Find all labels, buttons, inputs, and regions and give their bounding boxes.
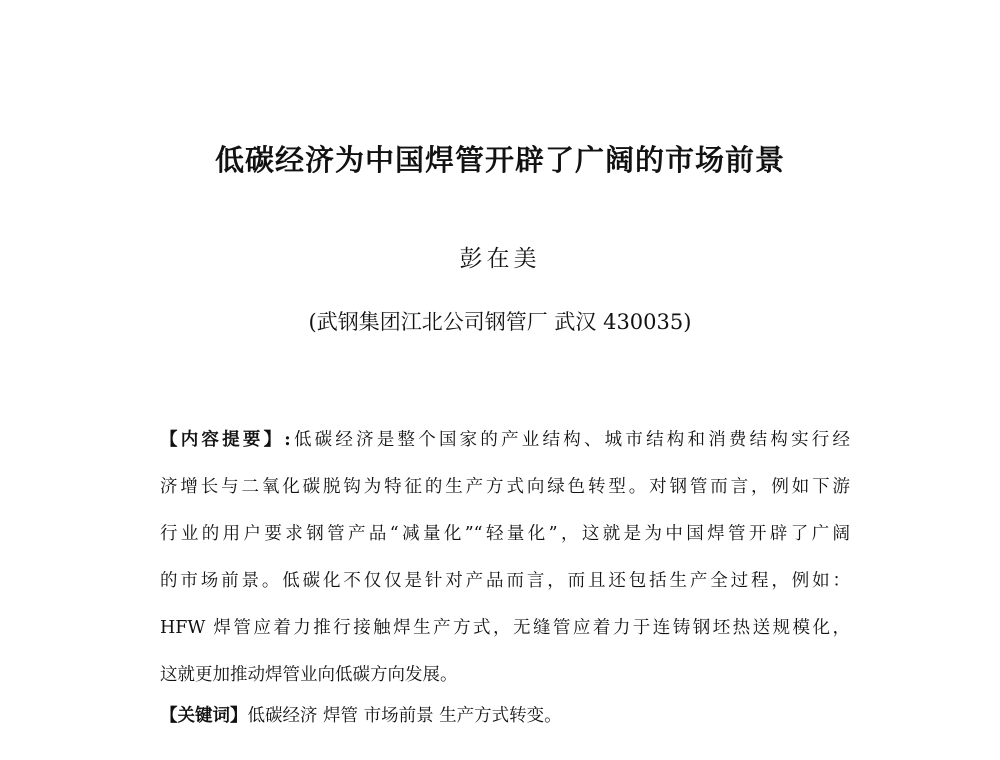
author-affiliation: (武钢集团江北公司钢管厂 武汉 430035) [308,310,692,334]
keywords [160,702,850,727]
keywords-label: 【关键词】 [160,706,248,726]
abstract-line: HFW 焊管应着力推行接触焊生产方式，无缝管应着力于连铸钢坯热送规模化， [160,618,850,638]
page-title: 低碳经济为中国焊管开辟了广阔的市场前景 [214,143,785,177]
abstract-line: 这就更加推动焊管业向低碳方向发展。 [160,665,458,685]
abstract-line [160,417,850,464]
abstract-text: 低碳经济是整个国家的产业结构、城市结构和消费结构实行经 [290,430,851,450]
abstract-line: 的市场前景。低碳化不仅仅是针对产品而言，而且还包括生产全过程，例如： [160,571,850,591]
abstract [160,417,850,699]
keywords-text: 低碳经济 焊管 市场前景 生产方式转变。 [247,706,562,726]
abstract-line: 济增长与二氧化碳脱钩为特征的生产方式向绿色转型。对钢管而言，例如下游 [160,477,850,497]
abstract-line: 行业的用户要求钢管产品“减量化”“轻量化”，这就是为中国焊管开辟了广阔 [160,524,850,544]
author-name: 彭在美 [459,246,541,272]
abstract-label: 【内容提要】: [160,430,291,450]
